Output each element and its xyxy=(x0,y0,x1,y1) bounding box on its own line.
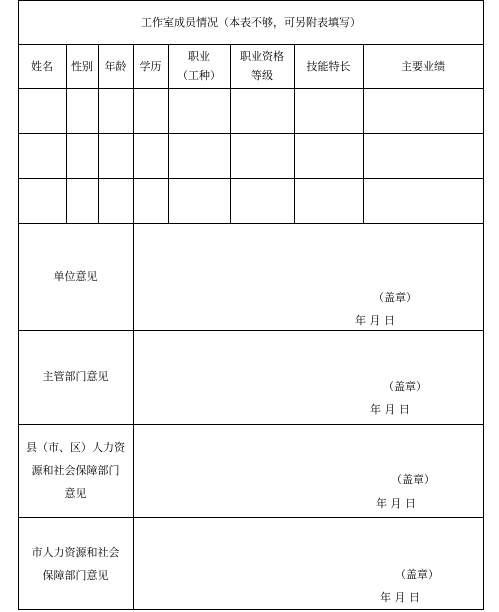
opinion-field-supervisor[interactable] xyxy=(134,331,483,424)
header-name: 姓名 xyxy=(31,60,53,73)
header-gender: 性别 xyxy=(71,60,93,73)
opinion-form xyxy=(18,0,484,610)
header-qualification: 职业资格 xyxy=(240,50,284,63)
header-occupation-sub: （工种） xyxy=(177,69,221,82)
table-title: 工作室成员情况（本表不够，可另附表填写） xyxy=(141,16,361,29)
rule-title xyxy=(18,44,484,45)
section-label-line: 保障部门意见 xyxy=(42,569,109,582)
opinion-field-city-hr[interactable] xyxy=(134,518,483,609)
header-achievements: 主要业绩 xyxy=(401,60,445,73)
section-label-city-hr xyxy=(18,541,133,587)
border-top xyxy=(18,0,484,1)
section-label-line: 源和社会保障部门 xyxy=(31,464,120,477)
section-label-supervisor xyxy=(18,365,133,388)
header-skills: 技能特长 xyxy=(306,60,351,73)
section-label-county-hr xyxy=(18,436,133,505)
member-row[interactable] xyxy=(19,89,483,133)
border-bottom xyxy=(18,609,484,610)
section-label-line: 单位意见 xyxy=(53,270,98,283)
seal-text: （盖章） xyxy=(395,568,439,581)
opinion-field-unit[interactable] xyxy=(134,224,483,330)
date-text: 年 月 日 xyxy=(376,497,416,510)
seal-text: （盖章） xyxy=(391,473,435,486)
header-education: 学历 xyxy=(139,60,162,73)
seal-text: （盖章） xyxy=(373,291,417,304)
section-label-line: 市人力资源和社会 xyxy=(31,546,120,559)
header-qualification-sub: 等级 xyxy=(251,69,273,82)
date-text: 年 月 日 xyxy=(380,591,420,604)
header-occupation: 职业 xyxy=(188,50,210,63)
border-right xyxy=(483,0,484,610)
member-row[interactable] xyxy=(19,134,483,178)
section-label-line: 县（市、区）人力资 xyxy=(26,441,125,454)
date-text: 年 月 日 xyxy=(370,403,410,416)
section-label-line: 意见 xyxy=(64,487,87,500)
member-row[interactable] xyxy=(19,179,483,223)
header-age: 年龄 xyxy=(104,60,127,73)
section-label-line: 主管部门意见 xyxy=(42,370,109,383)
seal-text: （盖章） xyxy=(383,380,427,393)
section-label-unit xyxy=(18,265,133,288)
date-text: 年 月 日 xyxy=(355,314,395,327)
